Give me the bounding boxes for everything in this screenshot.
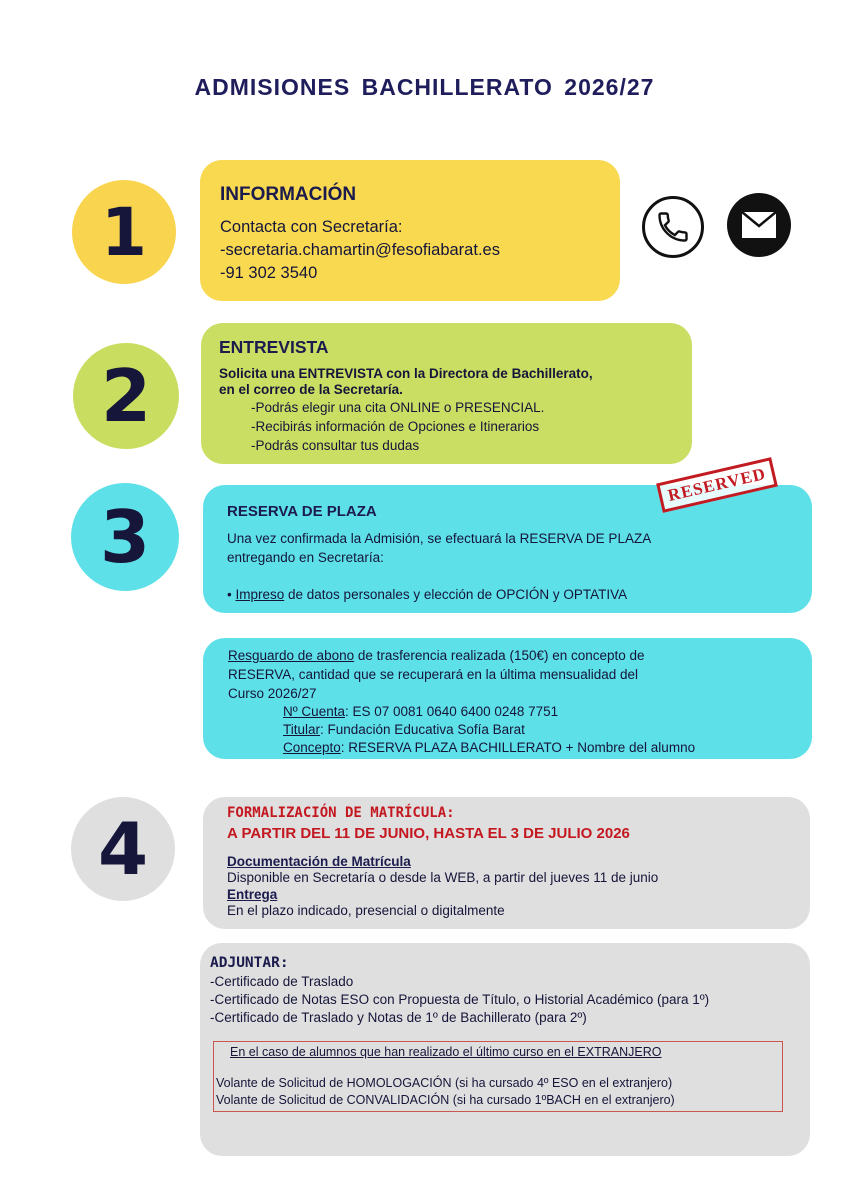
reserva-bullet-text: de datos personales y elección de OPCIÓN y OPTATIVA bbox=[284, 587, 628, 602]
adjuntar-box bbox=[200, 943, 810, 1156]
abono-cuenta bbox=[228, 703, 787, 721]
adjuntar-item: -Certificado de Notas ESO con Propuesta de Título, o Historial Académico (para 1º) bbox=[210, 992, 710, 1007]
abono-line-3: Curso 2026/27 bbox=[228, 686, 317, 701]
titular-label: Titular bbox=[283, 722, 321, 737]
cuenta-label: Nº Cuenta bbox=[283, 704, 345, 719]
reserva-heading: RESERVA DE PLAZA bbox=[227, 503, 377, 520]
extranjero-homologacion: Volante de Solicitud de HOMOLOGACIÓN (si ha cursado 4º ESO en el extranjero) bbox=[216, 1076, 673, 1090]
cuenta-value: : ES 07 0081 0640 6400 0248 7751 bbox=[344, 704, 559, 719]
concepto-value: : RESERVA PLAZA BACHILLERATO + Nombre del alumno bbox=[340, 740, 696, 755]
concepto-label: Concepto bbox=[283, 740, 341, 755]
extranjero-title: En el caso de alumnos que han realizado el último curso en el EXTRANJERO bbox=[230, 1045, 662, 1059]
reserva-box bbox=[203, 485, 812, 613]
bullet-icon: • bbox=[227, 587, 236, 602]
entrevista-heading: ENTREVISTA bbox=[219, 337, 329, 357]
phone-icon[interactable] bbox=[642, 196, 704, 258]
extranjero-convalidacion: Volante de Solicitud de CONVALIDACIÓN (si ha cursado 1ºBACH en el extranjero) bbox=[216, 1093, 675, 1107]
entrevista-item: -Podrás elegir una cita ONLINE o PRESENCIAL. bbox=[251, 400, 545, 415]
abono-lead: Resguardo de abono bbox=[228, 648, 355, 663]
info-box bbox=[200, 160, 620, 301]
info-heading: INFORMACIÓN bbox=[220, 184, 357, 205]
adjuntar-item: -Certificado de Traslado bbox=[210, 974, 354, 989]
step-number-3: 3 bbox=[71, 483, 179, 591]
doc-text: Disponible en Secretaría o desde la WEB, a partir del jueves 11 de junio bbox=[227, 870, 659, 885]
entrevista-item: -Podrás consultar tus dudas bbox=[251, 438, 420, 453]
mail-icon[interactable] bbox=[727, 193, 791, 257]
abono-line-1 bbox=[228, 646, 787, 665]
reserva-text-2: entregando en Secretaría: bbox=[227, 550, 384, 565]
entrevista-item: -Recibirás información de Opciones e Itinerarios bbox=[251, 419, 540, 434]
entrevista-intro-2: en el correo de la Secretaría. bbox=[219, 382, 403, 397]
abono-box bbox=[203, 638, 812, 759]
entrevista-intro-1: Solicita una ENTREVISTA con la Directora de Bachillerato, bbox=[219, 366, 593, 381]
reserva-bullet-underlined: Impreso bbox=[235, 587, 285, 602]
titular-value: : Fundación Educativa Sofía Barat bbox=[320, 722, 525, 737]
adjuntar-item: -Certificado de Traslado y Notas de 1º de Bachillerato (para 2º) bbox=[210, 1010, 587, 1025]
entrega-text: En el plazo indicado, presencial o digitalmente bbox=[227, 903, 505, 918]
matricula-box bbox=[203, 797, 810, 929]
step-number-1: 1 bbox=[72, 180, 176, 284]
abono-titular bbox=[228, 721, 787, 739]
abono-concepto bbox=[228, 739, 787, 757]
abono-lead-rest: de trasferencia realizada (150€) en concepto de bbox=[354, 648, 645, 663]
page-title: ADMISIONES BACHILLERATO 2026/27 bbox=[194, 74, 655, 100]
reserva-bullet bbox=[227, 587, 788, 602]
abono-line-2: RESERVA, cantidad que se recuperará en la última mensualidad del bbox=[228, 667, 638, 682]
step-number-2: 2 bbox=[73, 343, 179, 449]
info-email[interactable]: -secretaria.chamartin@fesofiabarat.es bbox=[220, 241, 500, 259]
matricula-dates: A PARTIR DEL 11 DE JUNIO, HASTA EL 3 DE JULIO 2026 bbox=[227, 825, 630, 842]
info-phone[interactable]: -91 302 3540 bbox=[220, 264, 318, 282]
entrevista-box bbox=[201, 323, 692, 464]
step-number-4: 4 bbox=[71, 797, 175, 901]
adjuntar-heading: ADJUNTAR: bbox=[210, 955, 289, 971]
reserved-stamp: RESERVED bbox=[656, 457, 778, 513]
matricula-heading: FORMALIZACIÓN DE MATRÍCULA: bbox=[227, 805, 455, 821]
entrega-label: Entrega bbox=[227, 887, 278, 902]
doc-label: Documentación de Matrícula bbox=[227, 854, 411, 869]
info-contact-line: Contacta con Secretaría: bbox=[220, 218, 403, 236]
extranjero-frame bbox=[213, 1041, 783, 1112]
reserva-text-1: Una vez confirmada la Admisión, se efectuará la RESERVA DE PLAZA bbox=[227, 531, 652, 546]
